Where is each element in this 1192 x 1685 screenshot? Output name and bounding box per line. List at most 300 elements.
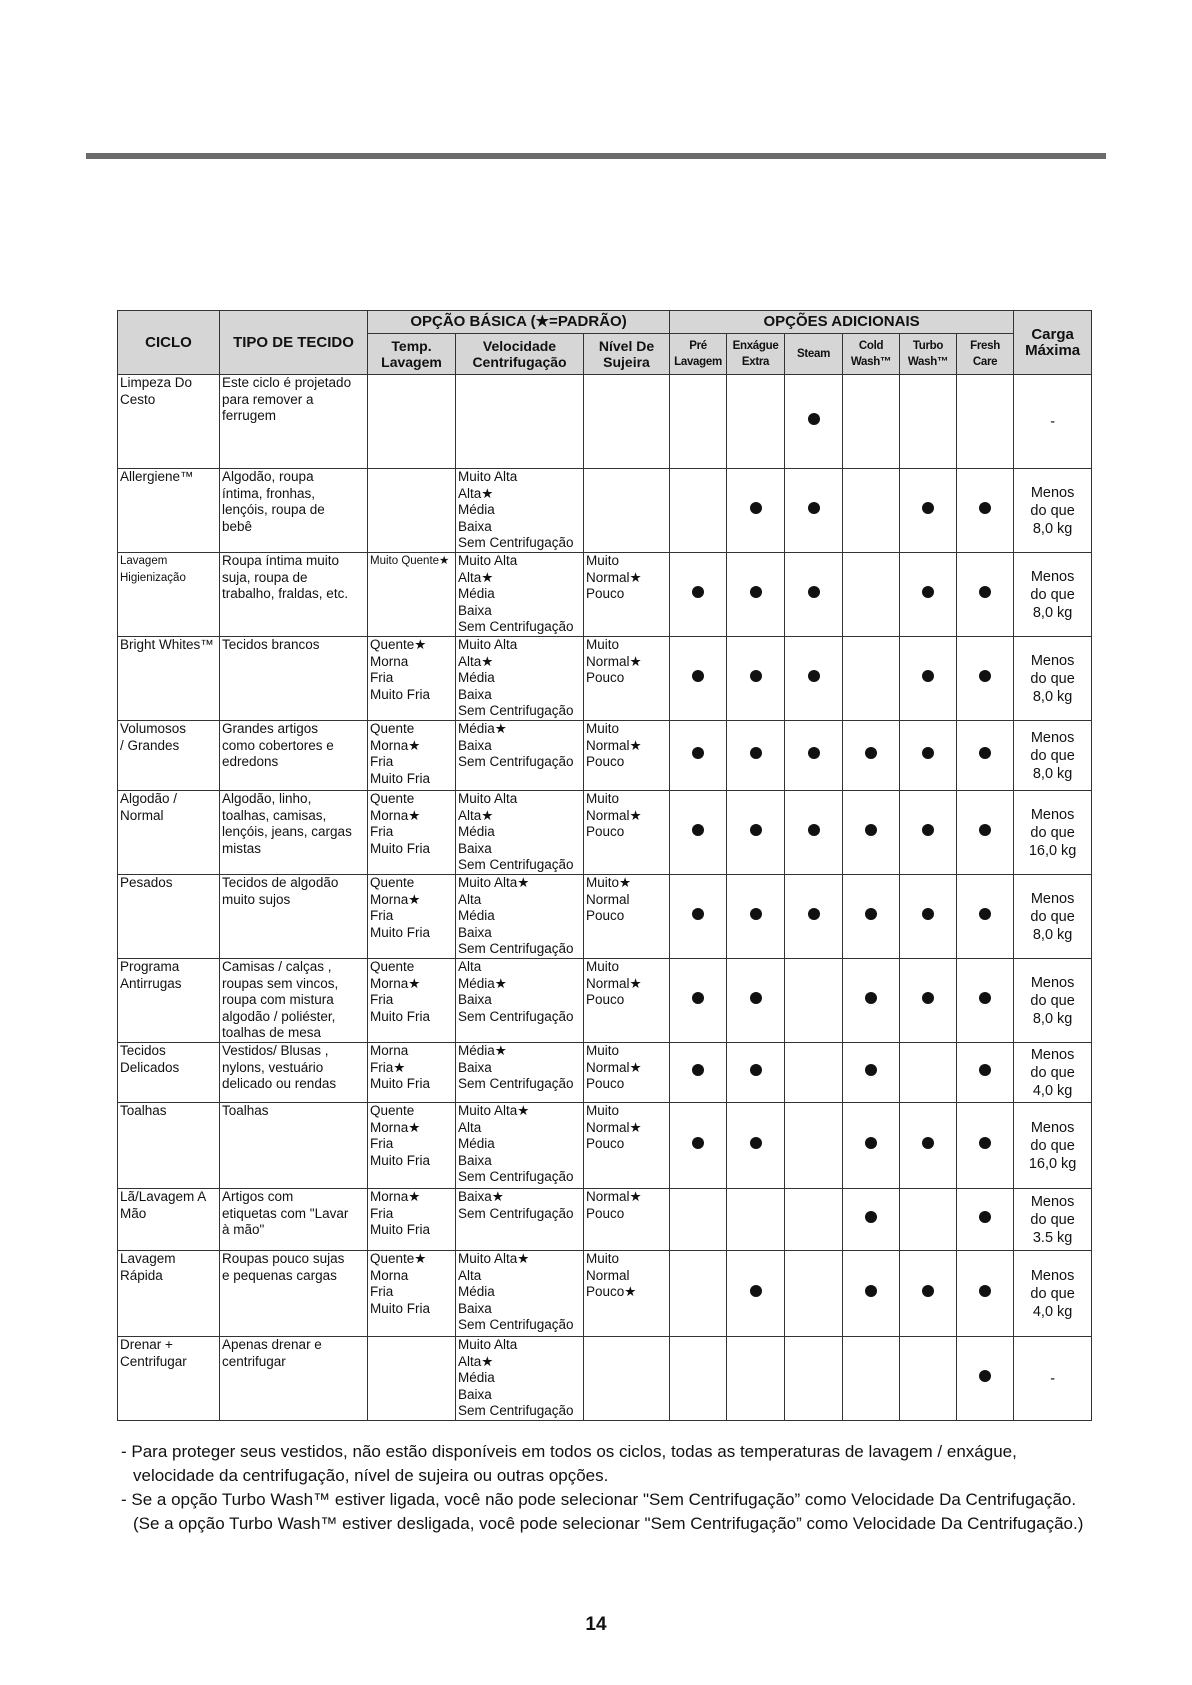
cell-turbo-wash xyxy=(900,375,957,469)
cell-velocidade xyxy=(456,469,584,553)
header-velocidade: Velocidade Centrifugação xyxy=(456,334,584,375)
table-row xyxy=(118,1189,1092,1251)
cell-velocidade xyxy=(456,1189,584,1251)
cell-temp xyxy=(368,553,456,637)
cell-pre-lavagem xyxy=(670,637,727,721)
cell-steam xyxy=(785,1103,843,1189)
cell-enxague-extra xyxy=(727,1043,785,1103)
cell-temp xyxy=(368,637,456,721)
cell-velocidade xyxy=(456,1103,584,1189)
cell-ciclo-text: Toalhas xyxy=(120,1103,167,1118)
cell-carga-text: Menos do que 4,0 kg xyxy=(1030,1046,1075,1099)
cell-cold-wash xyxy=(843,1103,900,1189)
header-carga: Carga Máxima xyxy=(1014,311,1092,375)
option-available-dot-icon xyxy=(750,1064,762,1076)
footnote-2: - Se a opção Turbo Wash™ estiver ligada, você não pode selecionar "Sem Centrifugação” como Velocidade Da Centrifugação. (Se a opção Turbo Wash™ estiver desligada, você pode selecionar "Sem Centrifugação” como Velocidade Da Centrifugação.) xyxy=(121,1490,1084,1533)
cell-nivel xyxy=(584,721,670,791)
table-row xyxy=(118,721,1092,791)
table-row xyxy=(118,1043,1092,1103)
cell-velocidade-text: Muito Alta★ Alta Média Baixa Sem Centrifugação xyxy=(458,875,574,956)
cell-ciclo-text: Pesados xyxy=(120,875,173,890)
cell-fresh-care xyxy=(957,875,1014,959)
cell-velocidade xyxy=(456,721,584,791)
cell-temp-text: Quente Morna★ Fria Muito Fria xyxy=(370,959,431,1024)
cell-nivel xyxy=(584,375,670,469)
cell-temp xyxy=(368,721,456,791)
option-available-dot-icon xyxy=(922,908,934,920)
header-fresh-care: Fresh Care xyxy=(957,334,1014,375)
cell-temp-text: Muito Quente★ xyxy=(370,555,450,567)
cell-enxague-extra xyxy=(727,1189,785,1251)
cell-tipo-text: Toalhas xyxy=(222,1103,269,1118)
cell-tipo xyxy=(220,1103,368,1189)
option-available-dot-icon xyxy=(979,1064,991,1076)
header-turbo-wash: Turbo Wash™ xyxy=(900,334,957,375)
cell-steam xyxy=(785,469,843,553)
cell-tipo-text: Grandes artigos como cobertores e edredons xyxy=(222,721,334,769)
header-enxague-extra: Enxágue Extra xyxy=(727,334,785,375)
option-available-dot-icon xyxy=(692,908,704,920)
cell-turbo-wash xyxy=(900,1251,957,1337)
option-available-dot-icon xyxy=(750,992,762,1004)
cell-carga xyxy=(1014,637,1092,721)
cell-temp-text: Morna Fria★ Muito Fria xyxy=(370,1043,431,1091)
option-available-dot-icon xyxy=(692,670,704,682)
cell-carga-text: - xyxy=(1050,413,1056,430)
cell-ciclo xyxy=(118,959,220,1043)
option-available-dot-icon xyxy=(692,1137,704,1149)
option-available-dot-icon xyxy=(865,1285,877,1297)
cell-carga-text: Menos do que 8,0 kg xyxy=(1030,568,1075,621)
table-row xyxy=(118,875,1092,959)
cell-nivel-text: Muito Normal Pouco★ xyxy=(586,1251,637,1299)
option-available-dot-icon xyxy=(750,586,762,598)
cell-nivel xyxy=(584,959,670,1043)
cell-tipo-text: Artigos com etiquetas com "Lavar à mão" xyxy=(222,1189,349,1237)
option-available-dot-icon xyxy=(979,670,991,682)
cell-pre-lavagem xyxy=(670,469,727,553)
cell-velocidade-text: Baixa★ Sem Centrifugação xyxy=(458,1189,574,1221)
option-available-dot-icon xyxy=(865,1211,877,1223)
cell-velocidade-text: Muito Alta★ Alta Média Baixa Sem Centrifugação xyxy=(458,1251,574,1332)
cell-tipo-text: Roupas pouco sujas e pequenas cargas xyxy=(222,1251,345,1283)
cell-tipo-text: Tecidos de algodão muito sujos xyxy=(222,875,339,907)
cell-nivel-text: Muito★ Normal Pouco xyxy=(586,875,632,923)
cell-carga xyxy=(1014,791,1092,875)
cell-fresh-care xyxy=(957,469,1014,553)
option-available-dot-icon xyxy=(692,992,704,1004)
cell-steam xyxy=(785,1043,843,1103)
cell-carga xyxy=(1014,1337,1092,1421)
cell-carga xyxy=(1014,1189,1092,1251)
cell-ciclo xyxy=(118,1251,220,1337)
table-row xyxy=(118,637,1092,721)
option-available-dot-icon xyxy=(979,1137,991,1149)
table-header xyxy=(118,311,1092,375)
cell-tipo xyxy=(220,791,368,875)
page-number: 14 xyxy=(585,1614,607,1635)
footnotes xyxy=(117,1440,1092,1536)
header-opcao-basica: OPÇÃO BÁSICA (★=PADRÃO) xyxy=(368,311,670,334)
cell-fresh-care xyxy=(957,1043,1014,1103)
cell-nivel xyxy=(584,637,670,721)
option-available-dot-icon xyxy=(922,747,934,759)
cell-pre-lavagem xyxy=(670,791,727,875)
cell-ciclo-text: Tecidos Delicados xyxy=(120,1043,180,1075)
header-temp: Temp. Lavagem xyxy=(368,334,456,375)
cell-ciclo-text: Bright Whites™ xyxy=(120,637,214,652)
cell-nivel xyxy=(584,1043,670,1103)
table-row xyxy=(118,375,1092,469)
cell-nivel-text: Normal★ Pouco xyxy=(586,1189,642,1221)
cell-fresh-care xyxy=(957,959,1014,1043)
cell-fresh-care xyxy=(957,553,1014,637)
cell-velocidade xyxy=(456,375,584,469)
cell-pre-lavagem xyxy=(670,1337,727,1421)
option-available-dot-icon xyxy=(865,1137,877,1149)
cell-ciclo xyxy=(118,637,220,721)
cell-turbo-wash xyxy=(900,553,957,637)
cell-nivel xyxy=(584,1251,670,1337)
option-available-dot-icon xyxy=(692,824,704,836)
cell-ciclo-text: Drenar + Centrifugar xyxy=(120,1337,187,1369)
top-rule xyxy=(86,153,1106,159)
cell-pre-lavagem xyxy=(670,959,727,1043)
cell-nivel-text: Muito Normal★ Pouco xyxy=(586,791,642,839)
cell-cold-wash xyxy=(843,959,900,1043)
cell-cold-wash xyxy=(843,791,900,875)
cell-velocidade-text: Alta Média★ Baixa Sem Centrifugação xyxy=(458,959,574,1024)
cell-temp-text: Morna★ Fria Muito Fria xyxy=(370,1189,431,1237)
footnote-1: - Para proteger seus vestidos, não estão disponíveis em todos os ciclos, todas as temperaturas de lavagem / enxágue, velocidade da centrifugação, nível de sujeira ou outras opções. xyxy=(121,1442,1017,1485)
cell-cold-wash xyxy=(843,375,900,469)
option-available-dot-icon xyxy=(808,908,820,920)
option-available-dot-icon xyxy=(808,586,820,598)
option-available-dot-icon xyxy=(922,1285,934,1297)
cell-nivel xyxy=(584,553,670,637)
cell-turbo-wash xyxy=(900,469,957,553)
option-available-dot-icon xyxy=(692,1064,704,1076)
option-available-dot-icon xyxy=(750,670,762,682)
cell-tipo-text: Camisas / calças , roupas sem vincos, roupa com mistura algodão / poliéster, toalhas de mesa xyxy=(222,959,339,1040)
table-row xyxy=(118,1251,1092,1337)
cell-velocidade xyxy=(456,637,584,721)
cell-pre-lavagem xyxy=(670,1103,727,1189)
option-available-dot-icon xyxy=(922,670,934,682)
cell-ciclo xyxy=(118,1337,220,1421)
cell-nivel xyxy=(584,1189,670,1251)
cell-ciclo-text: Allergiene™ xyxy=(120,469,194,484)
cell-tipo xyxy=(220,1251,368,1337)
cell-nivel-text: Muito Normal★ Pouco xyxy=(586,721,642,769)
table-row xyxy=(118,791,1092,875)
cell-fresh-care xyxy=(957,1337,1014,1421)
cell-steam xyxy=(785,1337,843,1421)
cell-enxague-extra xyxy=(727,469,785,553)
cell-turbo-wash xyxy=(900,721,957,791)
cell-tipo xyxy=(220,637,368,721)
option-available-dot-icon xyxy=(979,1285,991,1297)
cell-nivel xyxy=(584,469,670,553)
option-available-dot-icon xyxy=(808,747,820,759)
option-available-dot-icon xyxy=(692,586,704,598)
cell-carga-text: - xyxy=(1050,1370,1056,1387)
cell-steam xyxy=(785,553,843,637)
cell-steam xyxy=(785,721,843,791)
table-row xyxy=(118,553,1092,637)
cell-steam xyxy=(785,1189,843,1251)
cell-fresh-care xyxy=(957,1189,1014,1251)
cell-velocidade-text: Muito Alta Alta★ Média Baixa Sem Centrifugação xyxy=(458,469,574,550)
cell-tipo xyxy=(220,1043,368,1103)
option-available-dot-icon xyxy=(808,413,820,425)
header-nivel: Nível De Sujeira xyxy=(584,334,670,375)
cell-fresh-care xyxy=(957,721,1014,791)
cell-steam xyxy=(785,375,843,469)
option-available-dot-icon xyxy=(750,908,762,920)
cell-tipo-text: Algodão, roupa íntima, fronhas, lençóis, roupa de bebê xyxy=(222,469,325,534)
cell-ciclo xyxy=(118,875,220,959)
cell-temp xyxy=(368,1251,456,1337)
cell-ciclo-text: Volumosos / Grandes xyxy=(120,721,187,753)
cell-tipo-text: Algodão, linho, toalhas, camisas, lençóis, jeans, cargas mistas xyxy=(222,791,352,856)
table-row xyxy=(118,1337,1092,1421)
cell-enxague-extra xyxy=(727,1251,785,1337)
cell-nivel xyxy=(584,791,670,875)
cell-enxague-extra xyxy=(727,959,785,1043)
cell-temp xyxy=(368,1103,456,1189)
cell-steam xyxy=(785,959,843,1043)
cell-ciclo xyxy=(118,721,220,791)
cell-enxague-extra xyxy=(727,553,785,637)
cycle-table xyxy=(117,310,1092,1421)
cell-temp-text: Quente Morna★ Fria Muito Fria xyxy=(370,875,431,940)
cell-turbo-wash xyxy=(900,1189,957,1251)
cell-turbo-wash xyxy=(900,1337,957,1421)
option-available-dot-icon xyxy=(808,824,820,836)
option-available-dot-icon xyxy=(865,1064,877,1076)
cell-nivel-text: Muito Normal★ Pouco xyxy=(586,1043,642,1091)
cell-ciclo xyxy=(118,553,220,637)
cell-carga-text: Menos do que 3.5 kg xyxy=(1030,1193,1075,1246)
cell-nivel xyxy=(584,1103,670,1189)
table-row xyxy=(118,959,1092,1043)
cell-tipo xyxy=(220,375,368,469)
cell-cold-wash xyxy=(843,553,900,637)
option-available-dot-icon xyxy=(692,747,704,759)
cell-tipo xyxy=(220,1337,368,1421)
option-available-dot-icon xyxy=(979,824,991,836)
cell-ciclo xyxy=(118,791,220,875)
cell-cold-wash xyxy=(843,637,900,721)
cell-velocidade xyxy=(456,875,584,959)
option-available-dot-icon xyxy=(922,1137,934,1149)
cell-carga xyxy=(1014,1103,1092,1189)
cell-velocidade xyxy=(456,1251,584,1337)
cell-cold-wash xyxy=(843,1043,900,1103)
table-row xyxy=(118,469,1092,553)
cell-turbo-wash xyxy=(900,791,957,875)
cell-velocidade xyxy=(456,1337,584,1421)
cell-ciclo-text: Lavagem Rápida xyxy=(120,1251,176,1283)
cell-velocidade-text: Muito Alta Alta★ Média Baixa Sem Centrifugação xyxy=(458,637,574,718)
cell-velocidade-text: Muito Alta Alta★ Média Baixa Sem Centrifugação xyxy=(458,1337,574,1418)
cell-pre-lavagem xyxy=(670,553,727,637)
cell-ciclo-text: Limpeza Do Cesto xyxy=(120,375,193,407)
cell-tipo xyxy=(220,553,368,637)
cell-carga-text: Menos do que 8,0 kg xyxy=(1030,974,1075,1027)
cell-carga-text: Menos do que 4,0 kg xyxy=(1030,1267,1075,1320)
header-tipo: TIPO DE TECIDO xyxy=(220,311,368,375)
cell-ciclo xyxy=(118,375,220,469)
cell-carga xyxy=(1014,721,1092,791)
cell-enxague-extra xyxy=(727,721,785,791)
option-available-dot-icon xyxy=(979,908,991,920)
option-available-dot-icon xyxy=(750,1285,762,1297)
cell-temp xyxy=(368,875,456,959)
cell-turbo-wash xyxy=(900,959,957,1043)
cell-fresh-care xyxy=(957,637,1014,721)
cell-carga-text: Menos do que 16,0 kg xyxy=(1028,806,1077,859)
option-available-dot-icon xyxy=(865,908,877,920)
table-row xyxy=(118,1103,1092,1189)
option-available-dot-icon xyxy=(979,502,991,514)
cell-enxague-extra xyxy=(727,791,785,875)
cell-tipo xyxy=(220,959,368,1043)
cell-steam xyxy=(785,875,843,959)
cell-velocidade-text: Muito Alta Alta★ Média Baixa Sem Centrifugação xyxy=(458,791,574,872)
cell-temp-text: Quente Morna★ Fria Muito Fria xyxy=(370,721,431,786)
header-opcoes-adicionais: OPÇÕES ADICIONAIS xyxy=(670,311,1014,334)
cell-pre-lavagem xyxy=(670,1189,727,1251)
cell-fresh-care xyxy=(957,1103,1014,1189)
cell-nivel-text: Muito Normal★ Pouco xyxy=(586,637,642,685)
cell-velocidade xyxy=(456,553,584,637)
cell-fresh-care xyxy=(957,375,1014,469)
header-ciclo: CICLO xyxy=(118,311,220,375)
option-available-dot-icon xyxy=(808,502,820,514)
option-available-dot-icon xyxy=(808,670,820,682)
option-available-dot-icon xyxy=(979,747,991,759)
cell-velocidade xyxy=(456,959,584,1043)
cell-steam xyxy=(785,637,843,721)
cell-velocidade xyxy=(456,791,584,875)
cell-enxague-extra xyxy=(727,1103,785,1189)
cell-ciclo xyxy=(118,469,220,553)
cell-carga-text: Menos do que 8,0 kg xyxy=(1030,890,1075,943)
cell-carga xyxy=(1014,375,1092,469)
cell-turbo-wash xyxy=(900,1043,957,1103)
cell-cold-wash xyxy=(843,1337,900,1421)
cell-temp xyxy=(368,1043,456,1103)
cell-pre-lavagem xyxy=(670,721,727,791)
cell-temp xyxy=(368,791,456,875)
header-steam: Steam xyxy=(785,334,843,375)
cell-ciclo xyxy=(118,1103,220,1189)
cell-enxague-extra xyxy=(727,637,785,721)
option-available-dot-icon xyxy=(922,992,934,1004)
cell-tipo xyxy=(220,1189,368,1251)
cell-tipo xyxy=(220,469,368,553)
cell-pre-lavagem xyxy=(670,375,727,469)
cell-velocidade-text: Média★ Baixa Sem Centrifugação xyxy=(458,1043,574,1091)
cell-ciclo-text: Programa Antirrugas xyxy=(120,959,182,991)
cell-carga xyxy=(1014,875,1092,959)
cell-temp-text: Quente★ Morna Fria Muito Fria xyxy=(370,1251,431,1316)
cell-cold-wash xyxy=(843,469,900,553)
cell-nivel xyxy=(584,1337,670,1421)
cell-nivel xyxy=(584,875,670,959)
cell-cold-wash xyxy=(843,721,900,791)
cell-ciclo-text: Lã/Lavagem A Mão xyxy=(120,1189,207,1221)
cell-tipo-text: Vestidos/ Blusas , nylons, vestuário delicado ou rendas xyxy=(222,1043,337,1091)
option-available-dot-icon xyxy=(750,1137,762,1149)
cell-temp xyxy=(368,1337,456,1421)
cell-temp-text: Quente Morna★ Fria Muito Fria xyxy=(370,1103,431,1168)
cell-carga xyxy=(1014,469,1092,553)
cell-pre-lavagem xyxy=(670,1251,727,1337)
option-available-dot-icon xyxy=(865,824,877,836)
cell-temp-text: Quente Morna★ Fria Muito Fria xyxy=(370,791,431,856)
option-available-dot-icon xyxy=(979,1211,991,1223)
option-available-dot-icon xyxy=(922,824,934,836)
option-available-dot-icon xyxy=(922,502,934,514)
header-cold-wash: Cold Wash™ xyxy=(843,334,900,375)
cell-nivel-text: Muito Normal★ Pouco xyxy=(586,959,642,1007)
option-available-dot-icon xyxy=(922,586,934,598)
cell-ciclo xyxy=(118,1043,220,1103)
cell-pre-lavagem xyxy=(670,1043,727,1103)
option-available-dot-icon xyxy=(750,502,762,514)
cell-nivel-text: Muito Normal★ Pouco xyxy=(586,553,642,601)
cell-enxague-extra xyxy=(727,375,785,469)
cell-tipo-text: Apenas drenar e centrifugar xyxy=(222,1337,322,1369)
cell-carga-text: Menos do que 8,0 kg xyxy=(1030,484,1075,537)
cell-tipo-text: Tecidos brancos xyxy=(222,637,320,652)
cell-ciclo-text: Algodão / Normal xyxy=(120,791,178,823)
option-available-dot-icon xyxy=(865,747,877,759)
cell-temp-text: Quente★ Morna Fria Muito Fria xyxy=(370,637,431,702)
cell-cold-wash xyxy=(843,1251,900,1337)
cell-turbo-wash xyxy=(900,875,957,959)
cell-tipo-text: Este ciclo é projetado para remover a ferrugem xyxy=(222,375,352,423)
option-available-dot-icon xyxy=(979,1370,991,1382)
cell-turbo-wash xyxy=(900,637,957,721)
cell-carga xyxy=(1014,553,1092,637)
cell-steam xyxy=(785,1251,843,1337)
option-available-dot-icon xyxy=(865,992,877,1004)
cell-steam xyxy=(785,791,843,875)
cell-fresh-care xyxy=(957,1251,1014,1337)
cell-temp xyxy=(368,469,456,553)
cell-carga-text: Menos do que 8,0 kg xyxy=(1030,652,1075,705)
cell-temp xyxy=(368,1189,456,1251)
cell-carga xyxy=(1014,959,1092,1043)
table-body xyxy=(118,375,1092,1421)
cell-fresh-care xyxy=(957,791,1014,875)
cell-tipo xyxy=(220,875,368,959)
header-pre-lavagem: Pré Lavagem xyxy=(670,334,727,375)
cell-turbo-wash xyxy=(900,1103,957,1189)
option-available-dot-icon xyxy=(750,747,762,759)
cell-nivel-text: Muito Normal★ Pouco xyxy=(586,1103,642,1151)
cell-carga xyxy=(1014,1251,1092,1337)
cell-tipo xyxy=(220,721,368,791)
option-available-dot-icon xyxy=(979,586,991,598)
cell-tipo-text: Roupa íntima muito suja, roupa de trabalho, fraldas, etc. xyxy=(222,553,349,601)
cell-carga-text: Menos do que 16,0 kg xyxy=(1028,1119,1077,1172)
cell-temp xyxy=(368,959,456,1043)
